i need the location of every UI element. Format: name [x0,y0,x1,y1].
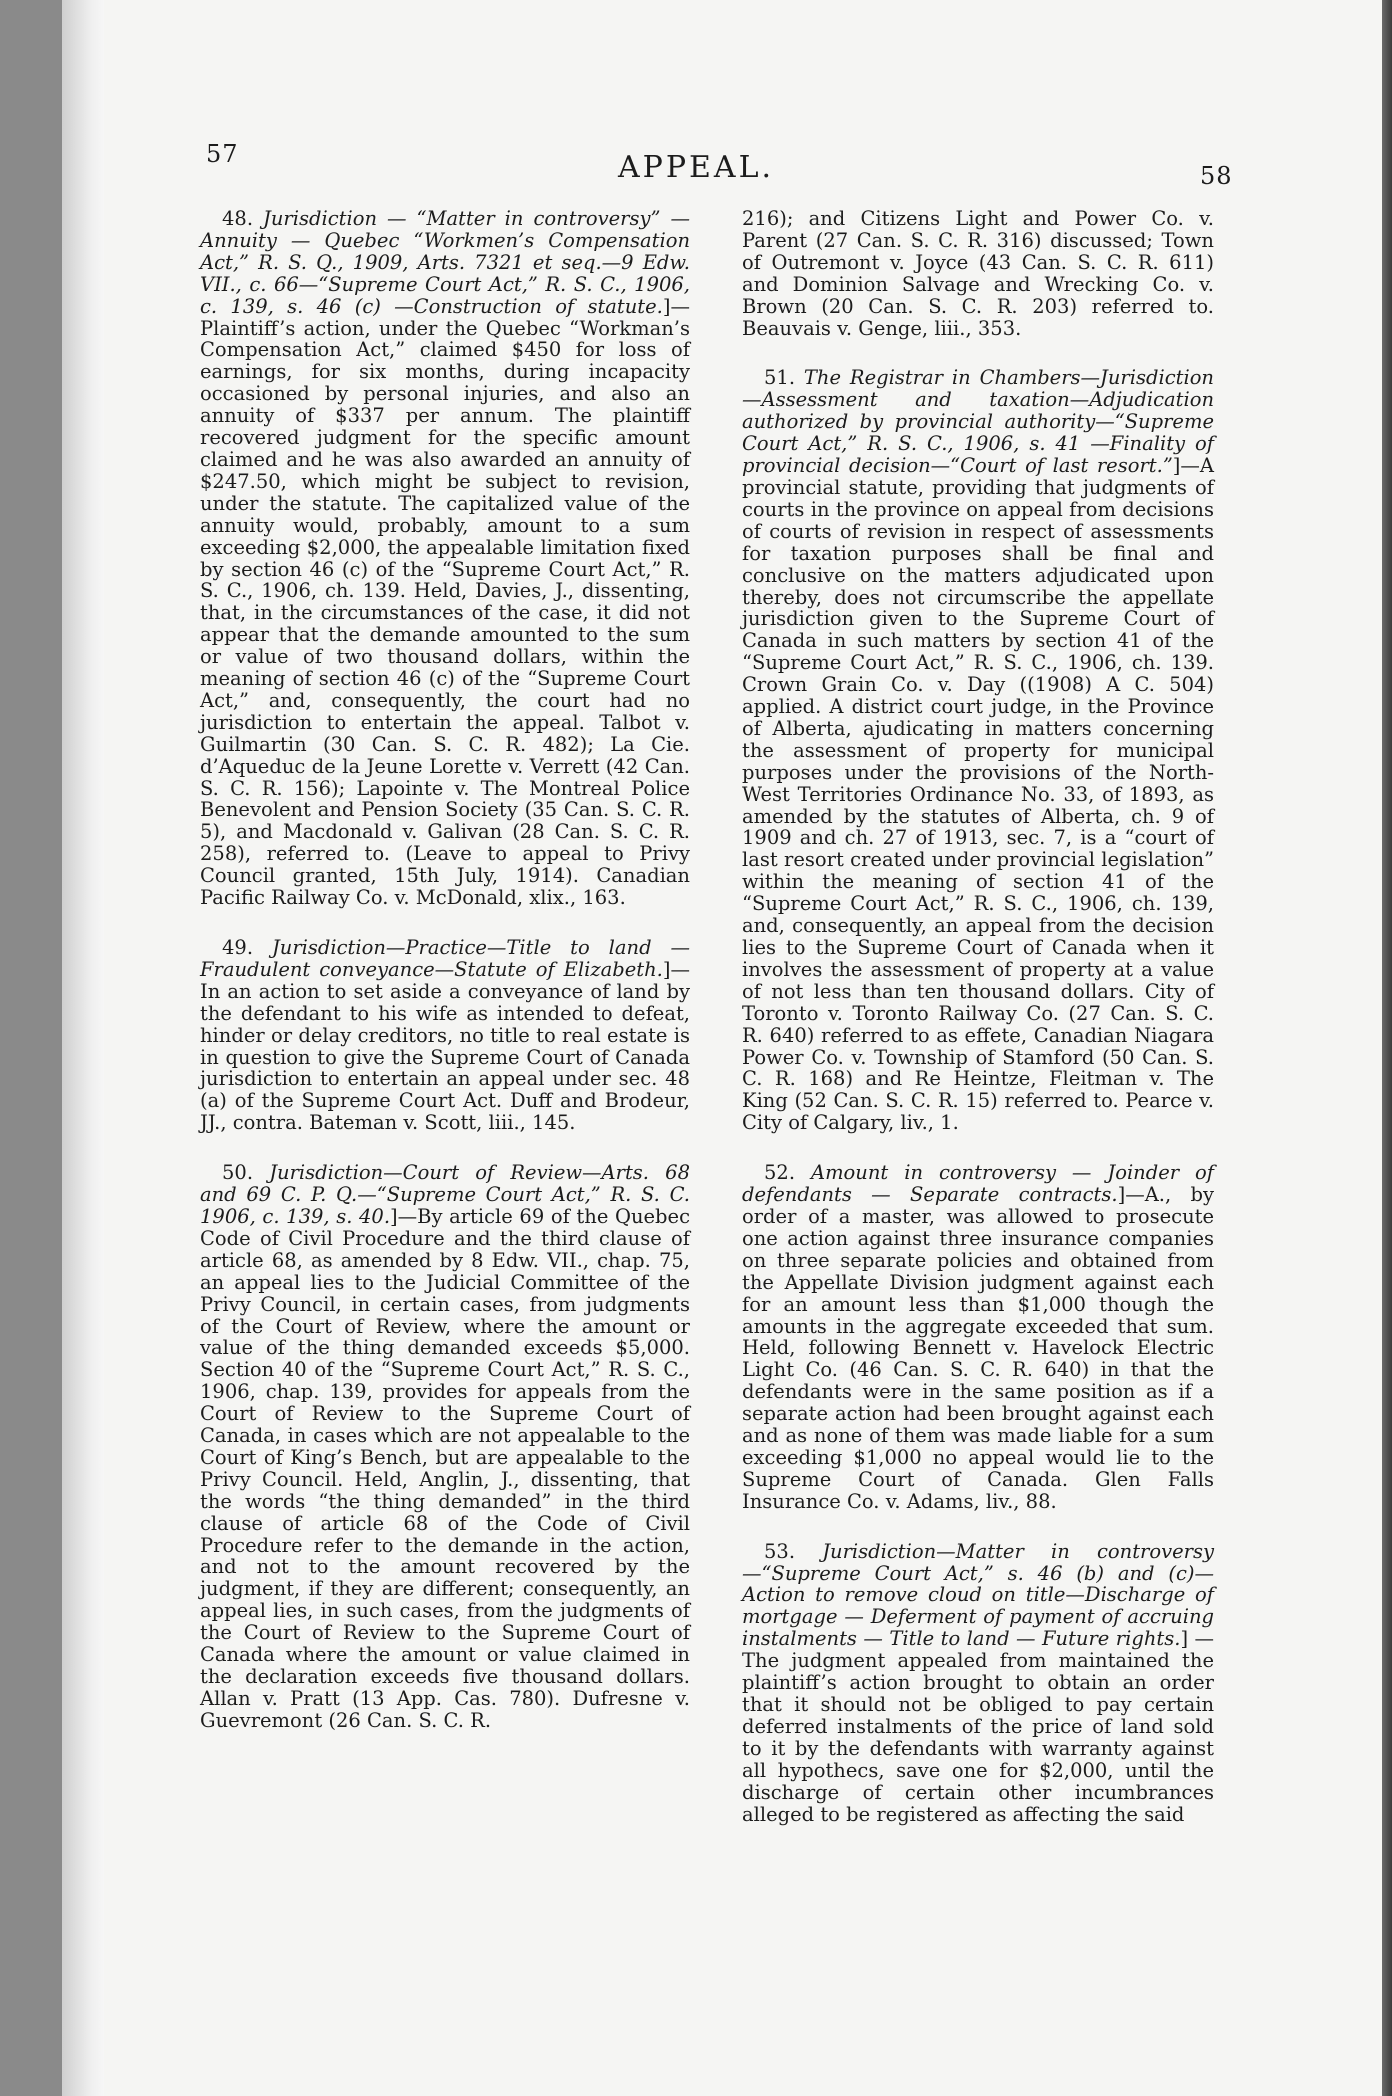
entry-heading: Jurisdiction — “Matter in controversy” — Annuity — Quebec “Workmen’s Compensation Act,” R. S. Q., 1909, Arts. 7321 et seq.—9 Edw. VII., c. 66—“Supreme Court Act,” R. S. C., 1906, c. 139, s. 46 (c) —Construction of statute. [200,207,690,318]
entry-text: ]—In an action to set aside a conveyance of land by the defendant to his wife as intended to defeat, hinder or delay creditors, no title to real estate is in question to give the Supreme Court of Canada jurisdiction to entertain an appeal under sec. 48 (a) of the Supreme Court Act. Duff and Brodeur, JJ., contra. Bateman v. Scott, liii., 145. [200,957,690,1135]
entry-number: 48. [222,207,254,230]
right-column [742,208,1214,1853]
entry-heading: The Registrar in Chambers—Jurisdiction—Assessment and taxation—Adjudication authorized by provincial authority—“Supreme Court Act,” R. S. C., 1906, s. 41 —Finality of provincial decision—“Court of last resort.” [742,366,1214,478]
scan-right-margin [1382,0,1392,2096]
entry-text: ]—Plaintiff’s action, under the Quebec “Workman’s Compensation Act,” claimed $450 for loss of earnings, for six months, during incapacity occasioned by personal injuries, and also an annuity of $337 per annum. The plaintiff recovered judgment for the specific amount claimed and he was also awarded an annuity of $247.50, which might be subject to revision, under the statute. The capitalized value of the annuity would, probably, amount to a sum exceeding $2,000, the appealable limitation fixed by section 46 (c) of the “Supreme Court Act,” R. S. C., 1906, ch. 139. Held, Davies, J., dissenting, that, in the circumstances of the case, it did not appear that the demande amounted to the sum or value of two thousand dollars, within the meaning of section 46 (c) of the “Supreme Court Act,” and, consequently, the court had no jurisdiction to entertain the appeal. Talbot v. Guilmartin (30 Can. S. C. R. 482); La Cie. d’Aqueduc de la Jeune Lorette v. Verrett (42 Can. S. C. R. 156); Lapointe v. The Montreal Police Benevolent and Pension Society (35 Can. S. C. R. 5), and Macdonald v. Galivan (28 Can. S. C. R. 258), referred to. (Leave to appeal to Privy Council granted, 15th July, 1914). Canadian Pacific Railway Co. v. McDonald, xlix., 163. [200,294,690,910]
entry-text: ]—A., by order of a master, was allowed to prosecute one action against three insurance companies on three separate policies and obtained from the Appellate Division judgment against each for an amount less than $1,000 though the amounts in the aggregate exceeded that sum. Held, following Bennett v. Havelock Electric Light Co. (46 Can. S. C. R. 640) in that the defendants were in the same position as if a separate action had been brought against each and as none of them was made liable for a sum exceeding $1,000 no appeal would lie to the Supreme Court of Canada. Glen Falls Insurance Co. v. Adams, liv., 88. [742,1183,1214,1513]
entry-text: ]—By article 69 of the Quebec Code of Civil Procedure and the third clause of article 68, as amended by 8 Edw. VII., chap. 75, an appeal lies to the Judicial Committee of the Privy Council, in certain cases, from judgments of the Court of Review, where the amount or value of the thing demanded exceeds $5,000. Section 40 of the “Supreme Court Act,” R. S. C., 1906, chap. 139, provides for appeals from the Court of Review to the Supreme Court of Canada, in cases which are not appealable to the Court of King’s Bench, but are appealable to the Privy Council. Held, Anglin, J., dissenting, that the words “the thing demanded” in the third clause of article 68 of the Code of Civil Procedure refer to the demande in the action, and not to the amount recovered by the judgment, if they are different; consequently, an appeal lies, in such cases, from the judgments of the Court of Review to the Supreme Court of Canada where the amount or value claimed in the declaration exceeds five thousand dollars. Allan v. Pratt (13 App. Cas. 780). Dufresne v. Guevremont (26 Can. S. C. R. [200,1204,690,1732]
page-number-left: 57 [206,140,239,168]
entry-49 [200,937,690,1134]
entry-text: 216); and Citizens Light and Power Co. v. Parent (27 Can. S. C. R. 316) discussed; Town of Outremont v. Joyce (43 Can. S. C. R. 611) and Dominion Salvage and Wrecking Co. v. Brown (20 Can. S. C. R. 203) referred to. Beauvais v. Genge, liii., 353. [742,207,1214,340]
entry-53 [742,1541,1214,1826]
running-head: APPEAL. [617,150,775,185]
entry-text: ] — The judgment appealed from maintained the plaintiff’s action brought to obtain an order that it should not be obliged to pay certain deferred instalments of the price of land sold to it by the defendants with warranty against all hypothecs, save one for $2,000, until the discharge of certain other incumbrances alleged to be registered as affecting the said [742,1627,1214,1826]
entry-number: 50. [222,1161,254,1185]
entry-heading: Jurisdiction—Court of Review—Arts. 68 and 69 C. P. Q.—“Supreme Court Act,” R. S. C. 1906, c. 139, s. 40. [200,1161,690,1228]
entry-heading: Jurisdiction—Matter in controversy—“Supreme Court Act,” s. 46 (b) and (c)—Action to remove cloud on title—Discharge of mortgage — Deferment of payment of accruing instalments — Title to land — Future rights. [742,1539,1214,1651]
entry-50-continued [742,208,1214,339]
entry-48 [200,208,690,909]
scan-left-margin [0,0,62,2096]
entry-number: 51. [764,366,796,390]
entry-50 [200,1162,690,1732]
entry-number: 52. [764,1161,796,1185]
entry-51 [742,367,1214,1134]
entry-text: ]—A provincial statute, providing that judgments of courts in the province on appeal from decisions of courts of revision in respect of assessments for taxation purposes shall be final and conclusive on the matters adjudicated upon thereby, does not circumscribe the appellate jurisdiction given to the Supreme Court of Canada in such matters by section 41 of the “Supreme Court Act,” R. S. C., 1906, ch. 139. Crown Grain Co. v. Day ((1908) A C. 504) applied. A district court judge, in the Province of Alberta, ajudicating in matters concerning the assessment of property for municipal purposes under the provisions of the North-West Territories Ordinance No. 33, of 1893, as amended by the statutes of Alberta, ch. 9 of 1909 and ch. 27 of 1913, sec. 7, is a “court of last resort created under provincial legislation” within the meaning of section 41 of the “Supreme Court Act,” R. S. C., 1906, ch. 139, and, consequently, an appeal from the decision lies to the Supreme Court of Canada when it involves the assessment of property at a value of not less than ten thousand dollars. City of Toronto v. Toronto Railway Co. (27 Can. S. C. R. 640) referred to as effete, Canadian Niagara Power Co. v. Township of Stamford (50 Can. S. C. R. 168) and Re Heintze, Fleitman v. The King (52 Can. S. C. R. 15) referred to. Pearce v. City of Calgary, liv., 1. [742,454,1214,1135]
entry-heading: Jurisdiction—Practice—Title to land —Fraudulent conveyance—Statute of Elizabeth. [200,936,690,981]
entry-number: 53. [764,1539,796,1563]
entry-number: 49. [222,936,254,959]
entry-heading: Amount in controversy — Joinder of defendants — Separate contracts. [742,1161,1215,1207]
page-number-right: 58 [1200,162,1233,190]
book-binding [62,0,104,2096]
left-column [200,208,690,1760]
entry-52 [742,1162,1214,1513]
